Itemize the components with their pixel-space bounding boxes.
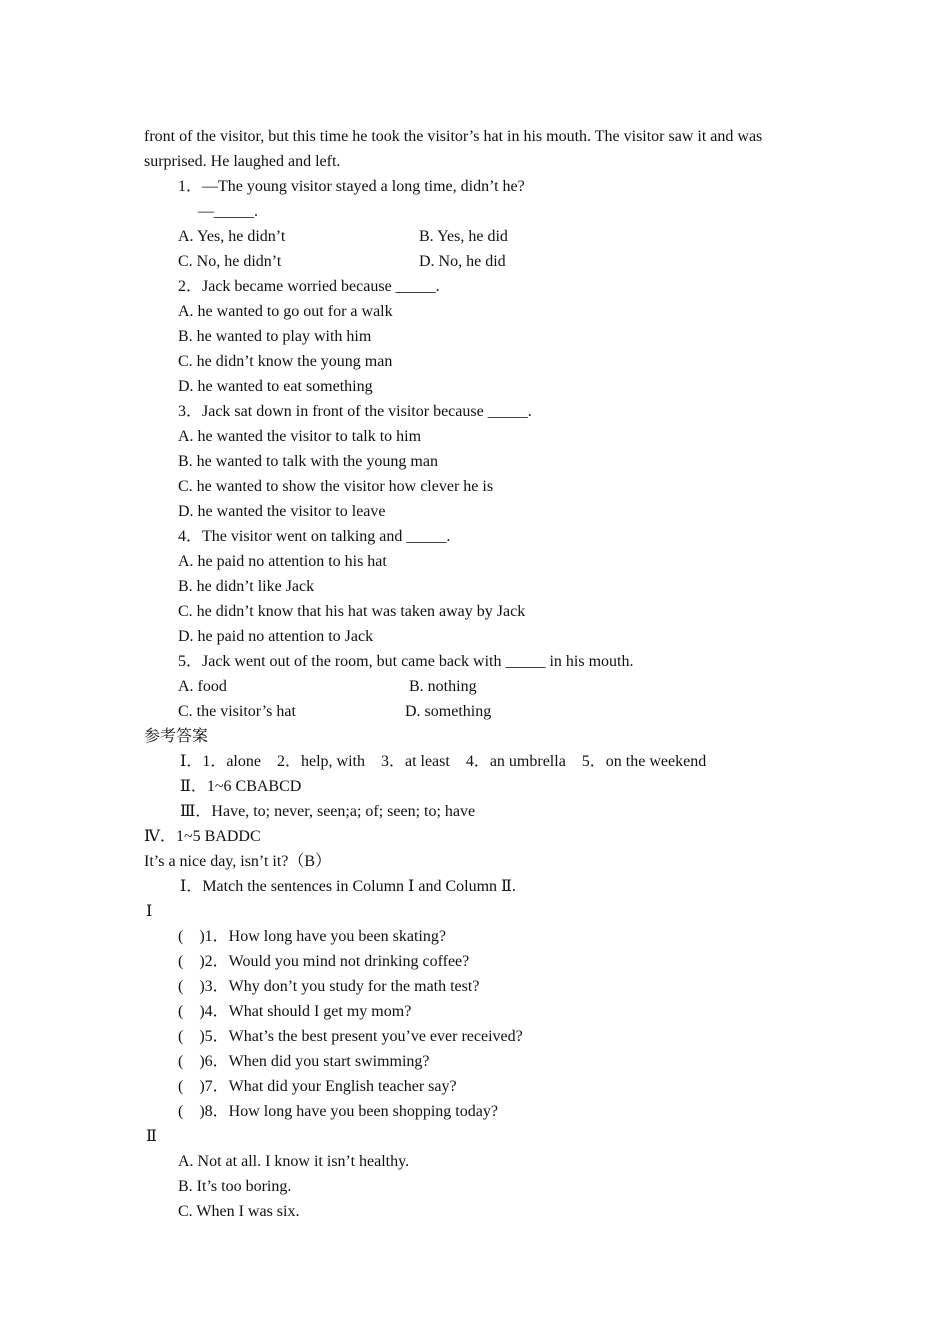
passage-line-2: surprised. He laughed and left. [144,153,341,170]
question-4-stem: 4．The visitor went on talking and _____. [178,528,451,545]
option-5d: D. something [405,703,492,720]
option-3b: B. he wanted to talk with the young man [178,453,438,470]
match-item-1: ( )1．How long have you been skating? [178,928,446,945]
answer-section-1: Ⅰ．1．alone 2．help, with 3．at least 4．an umbrella 5．on the weekend [180,753,707,770]
answers-heading: 参考答案 [144,728,209,745]
option-5c: C. the visitor’s hat [178,703,296,720]
answer-section-3: Ⅲ．Have, to; never, seen;a; of; seen; to; have [180,803,476,820]
question-1-stem: 1．—The young visitor stayed a long time, didn’t he? [178,178,525,195]
option-3a: A. he wanted the visitor to talk to him [178,428,422,445]
match-item-2: ( )2．Would you mind not drinking coffee? [178,953,470,970]
option-4b: B. he didn’t like Jack [178,578,315,595]
lesson-title: It’s a nice day, isn’t it?（B） [144,853,332,870]
response-a: A. Not at all. I know it isn’t healthy. [178,1153,410,1170]
passage-line-1: front of the visitor, but this time he took the visitor’s hat in his mouth. The visitor saw it and was [144,128,763,145]
match-item-5: ( )5．What’s the best present you’ve ever received? [178,1028,523,1045]
option-2a: A. he wanted to go out for a walk [178,303,393,320]
column-2-label: Ⅱ [146,1128,157,1145]
option-2d: D. he wanted to eat something [178,378,373,395]
match-item-8: ( )8．How long have you been shopping today? [178,1103,498,1120]
match-item-4: ( )4．What should I get my mom? [178,1003,412,1020]
question-1-blank: —_____. [198,203,258,220]
match-item-3: ( )3．Why don’t you study for the math test? [178,978,480,995]
question-5-row-cd [178,699,778,724]
section-instruction: Ⅰ．Match the sentences in Column Ⅰ and Column Ⅱ. [180,878,516,895]
option-1b: B. Yes, he did [419,228,508,245]
option-1d: D. No, he did [419,253,506,270]
column-1-label: Ⅰ [146,903,153,920]
answer-section-2: Ⅱ．1~6 CBABCD [180,778,302,795]
question-3-stem: 3．Jack sat down in front of the visitor because _____. [178,403,532,420]
option-4d: D. he paid no attention to Jack [178,628,374,645]
option-5b: B. nothing [409,678,477,695]
response-b: B. It’s too boring. [178,1178,292,1195]
question-5-row-ab [178,674,778,699]
response-c: C. When I was six. [178,1203,300,1220]
option-1c: C. No, he didn’t [178,253,282,270]
option-1a: A. Yes, he didn’t [178,228,286,245]
option-3d: D. he wanted the visitor to leave [178,503,386,520]
question-5-stem: 5．Jack went out of the room, but came back with _____ in his mouth. [178,653,634,670]
match-item-6: ( )6．When did you start swimming? [178,1053,430,1070]
question-2-stem: 2．Jack became worried because _____. [178,278,440,295]
answer-section-4: Ⅳ．1~5 BADDC [144,828,261,845]
option-4c: C. he didn’t know that his hat was taken away by Jack [178,603,526,620]
option-2b: B. he wanted to play with him [178,328,372,345]
option-3c: C. he wanted to show the visitor how clever he is [178,478,494,495]
question-1-row-ab [178,224,778,249]
option-2c: C. he didn’t know the young man [178,353,393,370]
question-1-row-cd [178,249,778,274]
option-4a: A. he paid no attention to his hat [178,553,387,570]
match-item-7: ( )7．What did your English teacher say? [178,1078,457,1095]
option-5a: A. food [178,678,227,695]
